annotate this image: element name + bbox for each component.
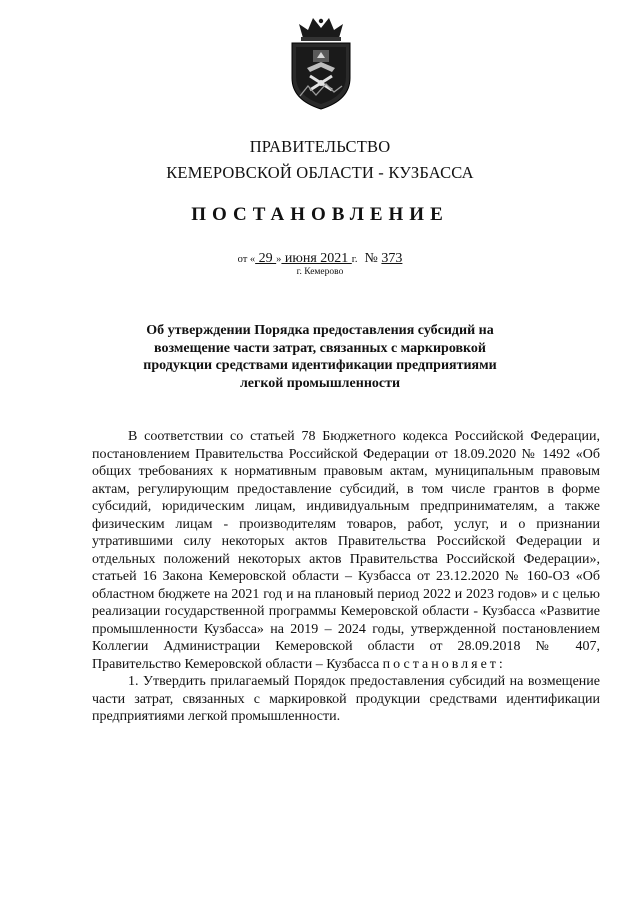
government-name-line1: ПРАВИТЕЛЬСТВО (249, 137, 391, 156)
document-body (92, 428, 600, 726)
body-paragraph (92, 428, 600, 673)
document-number: 373 (381, 251, 403, 266)
body-paragraph-text: В соответствии со статьей 78 Бюджетного кодекса Российской Федерации, постановлением Правительства Российской Федерации от 18.09.2020 № 1492 «Об общих требованиях к нормативным правовым актам, муниципальным правовым актам, регулирующим предоставление субсидий, в том числе грантов в форме субсидий, юридическим лицам, индивидуальным предпринимателям, а также физическим лицам - производителям товаров, работ, услуг, и о признании утратившими силу некоторых актов Правительства Российской Федерации и отдельных положений некоторых актов Правительства Российской Федерации», статьей 16 Закона Кемеровской области – Кузбасса от 23.12.2020 № 160-ОЗ «Об областном бюджете на 2021 год и на плановый период 2022 и 2023 годов» и с целью реализации государственной программы Кемеровской области - Кузбасса «Развитие промышленности Кузбасса» на 2019 – 2024 годы, утвержденной постановлением Коллегии Администрации Кемеровской области от 28.09.2018 № 407, Правительство Кемеровской области – Кузбасса (92, 429, 600, 672)
date-number-line (0, 251, 640, 267)
coat-of-arms-icon (286, 16, 356, 112)
date-day: 29 (255, 251, 277, 266)
document-title: Об утверждении Порядка предоставления субсидий на возмещение части затрат, связанных с маркировкой продукции средствами идентификации предприятиями легкой промышленности (143, 323, 497, 391)
date-quote-close: » (276, 254, 282, 265)
date-from-label: от « (237, 254, 256, 265)
document-type-heading: ПОСТАНОВЛЕНИЕ (191, 204, 449, 225)
issue-city: г. Кемерово (296, 267, 344, 277)
date-year-suffix: г. (351, 254, 358, 265)
resolve-word: постановляет: (382, 656, 506, 672)
document-number-label: № (364, 251, 378, 266)
body-paragraph: 1. Утвердить прилагаемый Порядок предоставления субсидий на возмещение части затрат, связанных с маркировкой продукции средствами идентификации предприятиями легкой промышленности. (92, 674, 600, 724)
government-name-line2: КЕМЕРОВСКОЙ ОБЛАСТИ - КУЗБАССА (166, 163, 474, 182)
date-month-year: июня 2021 (281, 251, 352, 266)
